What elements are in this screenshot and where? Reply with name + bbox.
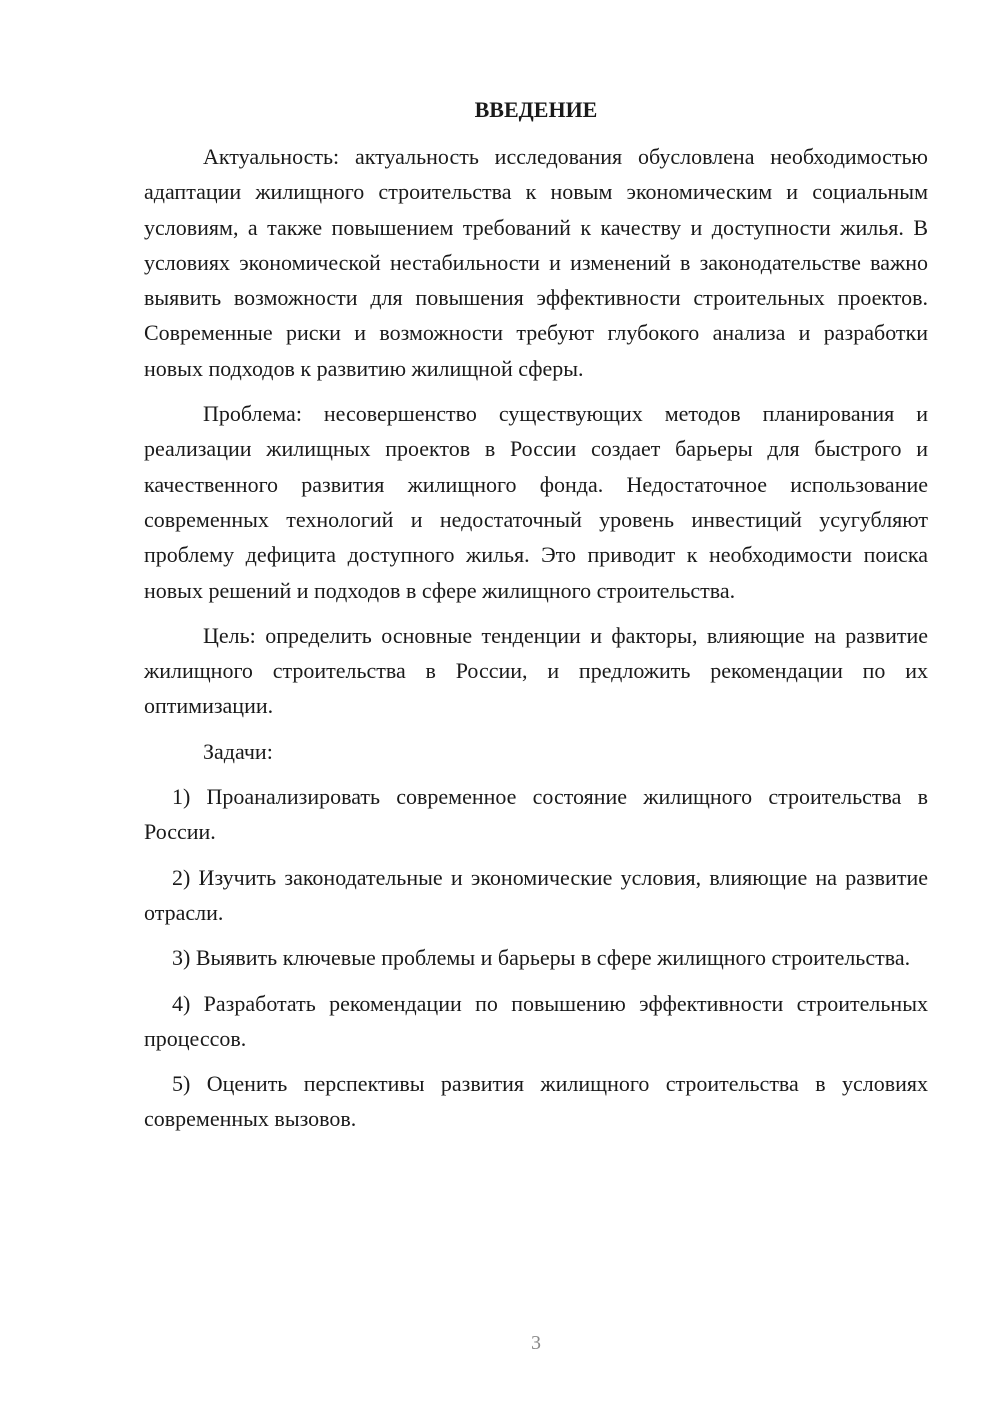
paragraph-problem: Проблема: несовершенство существующих методов планирования и реализации жилищных проектов в России создает барьеры для быстрого и качественного развития жилищного фонда. Недостаточное использование современных технологий и недостаточный уровень инвестиций усугубляют проблему дефицита доступного жилья. Это приводит к необходимости поиска новых решений и подходов в сфере жилищного строительства.	[144, 401, 928, 603]
document-body	[144, 92, 928, 1137]
paragraph-tasks-heading: Задачи:	[203, 738, 273, 764]
section-title: ВВЕДЕНИЕ	[474, 97, 598, 122]
task-item-2: 2) Изучить законодательные и экономические условия, влияющие на развитие отрасли.	[144, 864, 928, 925]
task-item-1: 1) Проанализировать современное состояние жилищного строительства в России.	[144, 784, 928, 845]
page-number: 3	[531, 1332, 541, 1354]
task-item-5: 5) Оценить перспективы развития жилищного строительства в условиях современных вызовов.	[144, 1071, 928, 1132]
task-item-3: 3) Выявить ключевые проблемы и барьеры в сфере жилищного строительства.	[172, 945, 911, 971]
task-item-4: 4) Разработать рекомендации по повышению эффективности строительных процессов.	[144, 990, 928, 1051]
paragraph-goal: Цель: определить основные тенденции и факторы, влияющие на развитие жилищного строительства в России, и предложить рекомендации по их оптимизации.	[144, 622, 928, 719]
paragraph-relevance: Актуальность: актуальность исследования обусловлена необходимостью адаптации жилищного строительства к новым экономическим и социальным условиям, а также повышением требований к качеству и доступности жилья. В условиях экономической нестабильности и изменений в законодательстве важно выявить возможности для повышения эффективности строительных проектов. Современные риски и возможности требуют глубокого анализа и разработки новых подходов к развитию жилищной сферы.	[144, 144, 928, 381]
